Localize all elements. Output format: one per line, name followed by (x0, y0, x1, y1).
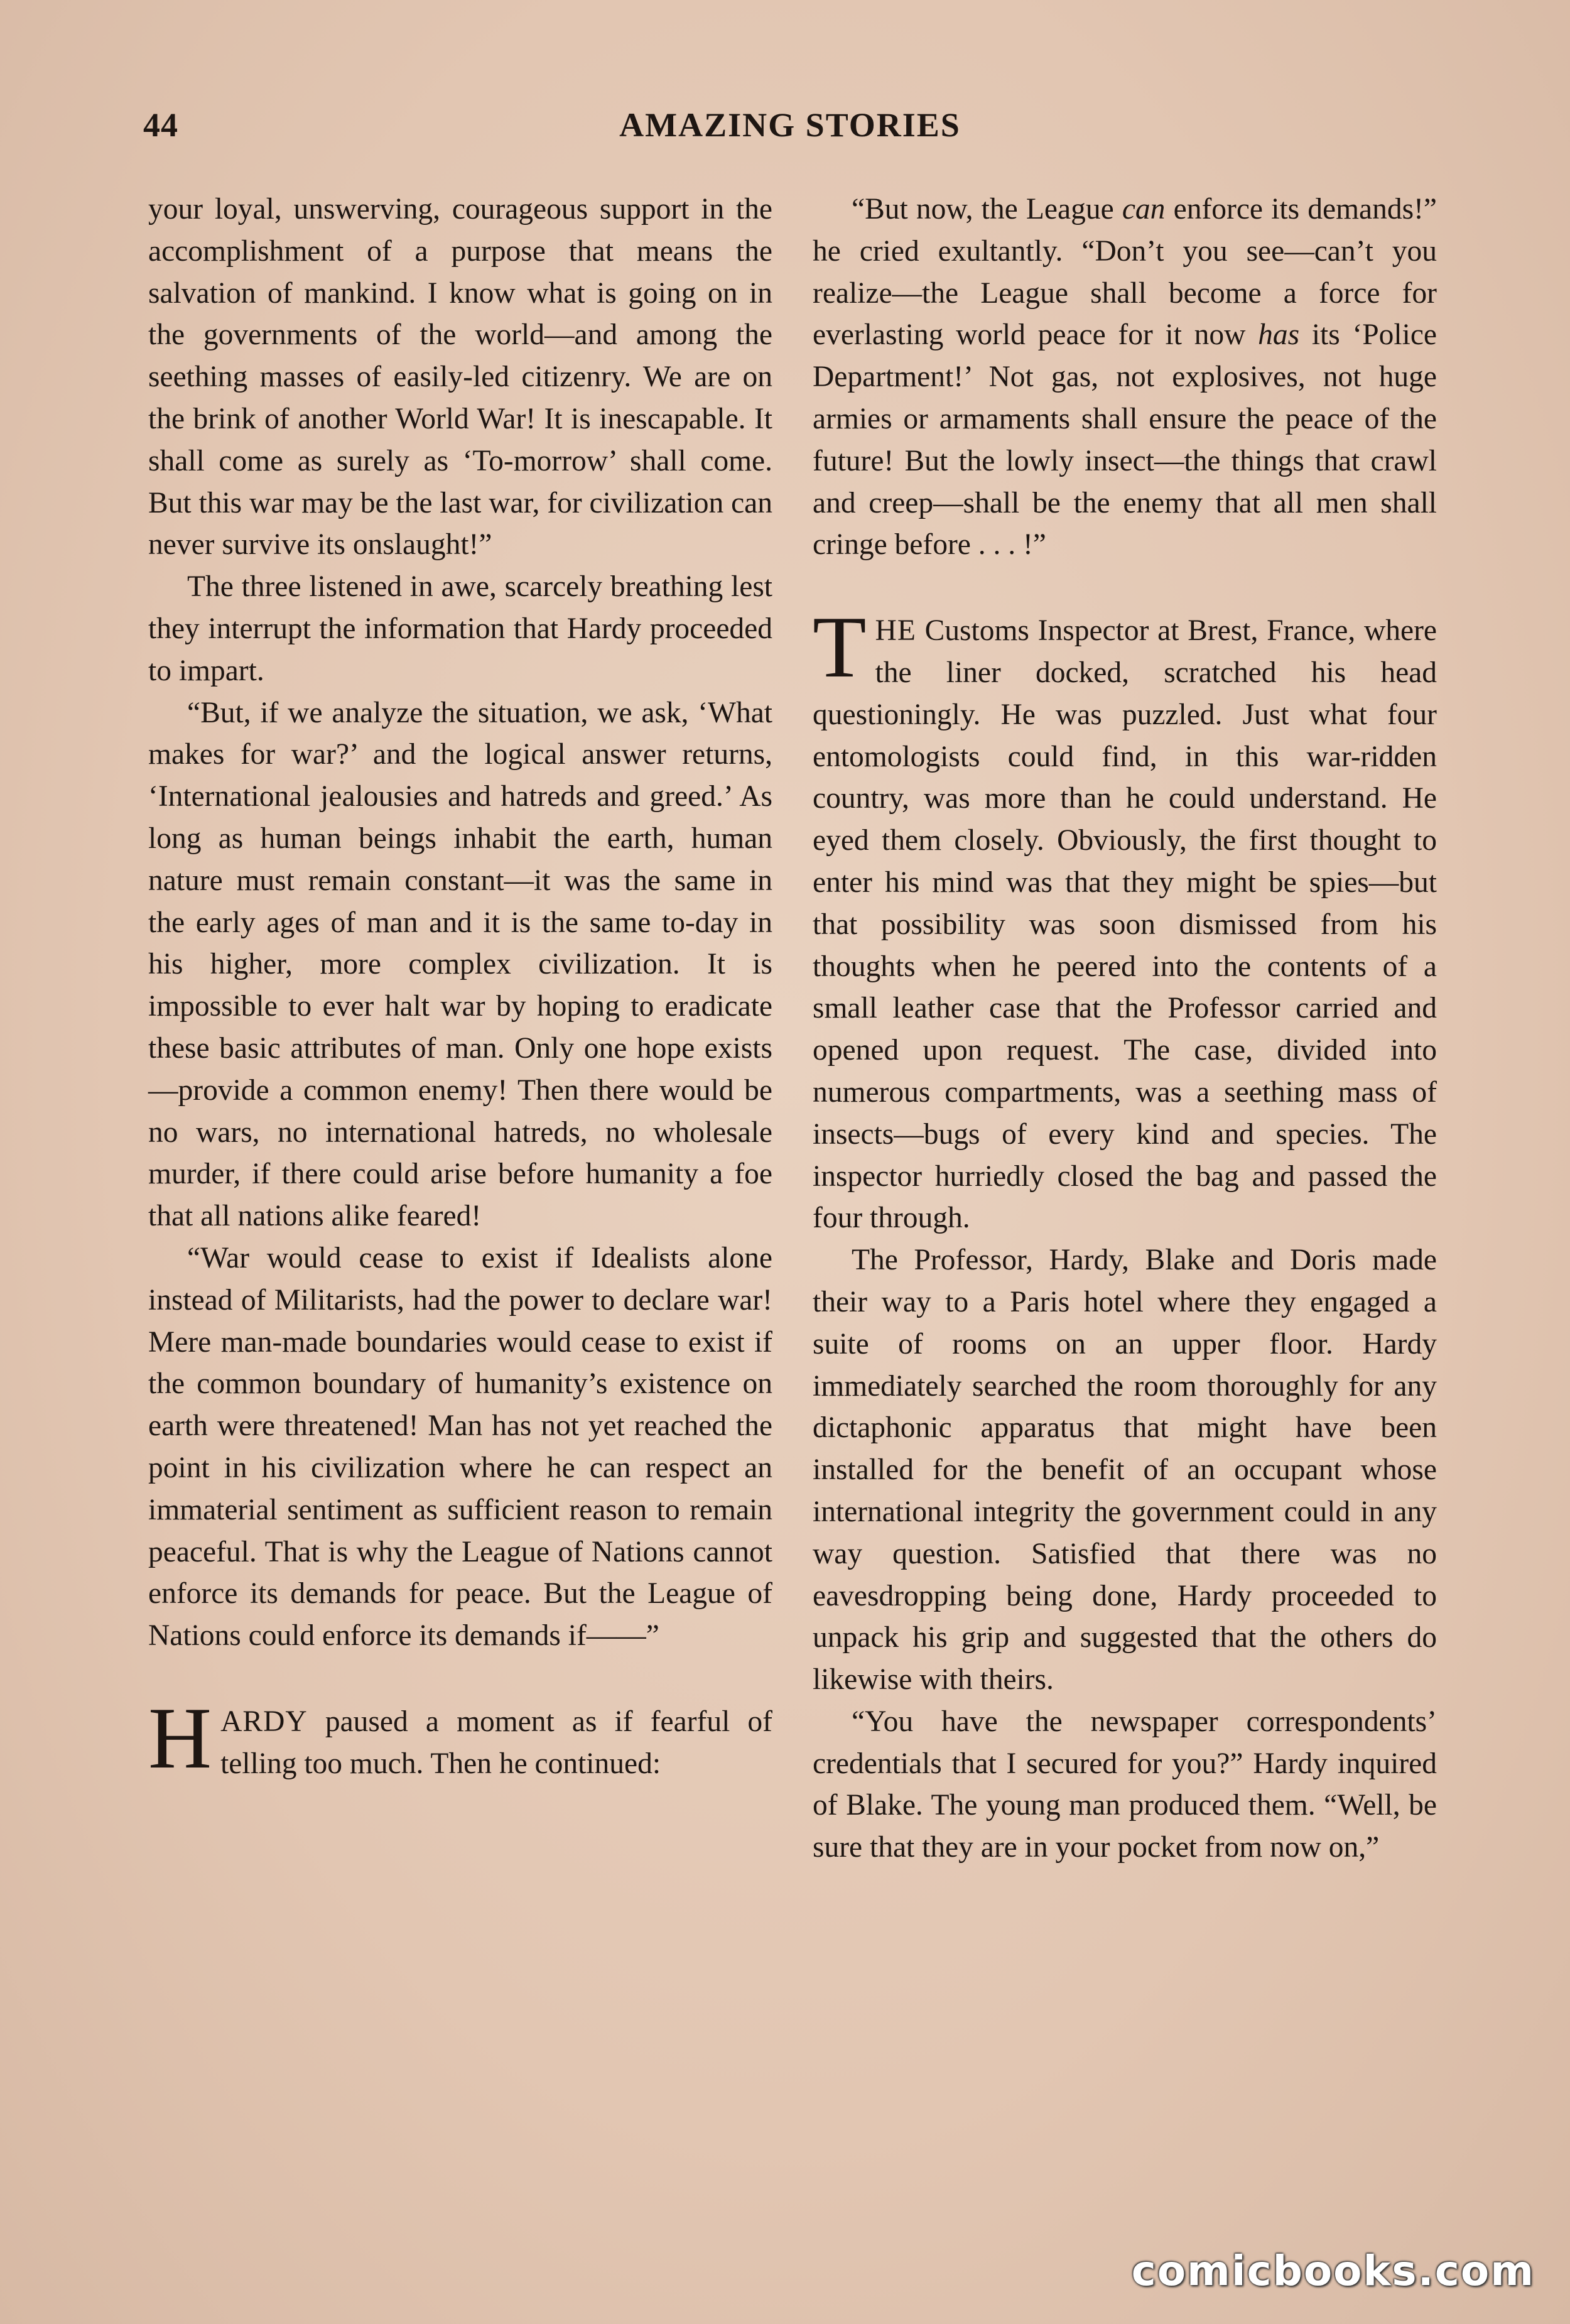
paragraph: “War would cease to exist if Idealists alone instead of Militarists, had the power to declare war! Mere man-made boundaries would cease to exist if the common boundary of humanity’s existence on earth were threatened! Man has not yet reached the point in his civilization where he can respect an immaterial sentiment as sufficient reason to remain peaceful. That is why the League of Nations cannot enforce its demands for peace. But the League of Nations could enforce its demands if——” (148, 1241, 772, 1653)
paragraph (813, 188, 1437, 566)
left-column (148, 188, 772, 1787)
section-lead-word: HE (875, 614, 916, 648)
paragraph-text: paused a moment as if fearful of telling too much. Then he continued: (220, 1705, 772, 1780)
section-paragraph (148, 1689, 772, 1787)
section-paragraph (813, 599, 1437, 1239)
paragraph: The Professor, Hardy, Blake and Doris made their way to a Paris hotel where they engaged a suite of rooms on an upper floor. Hardy immediately searched the room thoroughly for any dictaphonic apparatus that might have been installed for the benefit of an occupant whose international integrity the government could in any way question. Satisfied that there was no eavesdropping being done, Hardy proceeded to unpack his grip and suggested that the others do likewise with theirs. (813, 1244, 1437, 1697)
drop-cap: T (813, 599, 867, 697)
paragraph-text: its ‘Police Department!’ Not gas, not explosives, not huge armies or armaments shall ensure the peace of the future! But the lowly insect—the things that crawl and creep—shall be the enemy that all men shall cringe before . . . !” (813, 318, 1437, 562)
section-lead-word: ARDY (220, 1705, 308, 1738)
emphasis: has (1258, 318, 1300, 352)
right-column (813, 188, 1437, 1869)
site-watermark: comicbooks.com (1131, 2247, 1535, 2295)
drop-cap: H (148, 1689, 212, 1787)
emphasis: can (1122, 193, 1166, 225)
page-header (143, 106, 1437, 149)
paragraph-text: enforce its demands!” he cried exultantly. “Don’t you see—can’t you realize—the League shall become a force for everlasting world peace for it now (813, 193, 1437, 352)
paragraph: “But, if we analyze the situation, we ask, ‘What makes for war?’ and the logical answer returns, ‘International jealousies and hatreds and greed.’ As long as human beings inhabit the earth, human nature must remain constant—it was the same in the early ages of man and it is the same to-day in his higher, more complex civilization. It is impossible to ever halt war by hoping to eradicate these basic attributes of man. Only one hope exists—provide a common enemy! Then there would be no wars, no international hatreds, no wholesale murder, if there could arise before humanity a foe that all nations alike feared! (148, 696, 772, 1233)
paragraph-text: “But now, the League (852, 193, 1122, 225)
paragraph: The three listened in awe, scarcely breathing lest they interrupt the information that Hardy proceeded to impart. (148, 570, 772, 687)
paragraph-text: Customs Inspector at Brest, France, where the liner docked, scratched his head questioningly. He was puzzled. Just what four entomologists could find, in this war-ridden country, was more than he could understand. He eyed them closely. Obviously, the first thought to enter his mind was that they might be spies—but that possibility was soon dismissed from his thoughts when he peered into the contents of a small leather case that the Professor carried and opened upon request. The case, divided into numerous compartments, was a seething mass of insects—bugs of every kind and species. The inspector hurriedly closed the bag and passed the four through. (813, 614, 1437, 1235)
paragraph: “You have the newspaper correspondents’ credentials that I secured for you?” Hardy inquired of Blake. The young man produced them. “Well, be sure that they are in your pocket from now on,” (813, 1705, 1437, 1864)
page-number: 44 (143, 106, 178, 144)
paragraph: your loyal, unswerving, courageous support in the accomplishment of a purpose that means the salvation of mankind. I know what is going on in the governments of the world—and among the seething masses of easily-led citizenry. We are on the brink of another World War! It is inescapable. It shall come as surely as ‘To-morrow’ shall come. But this war may be the last war, for civilization can never survive its onslaught!” (148, 193, 772, 562)
running-title: AMAZING STORIES (619, 106, 961, 144)
